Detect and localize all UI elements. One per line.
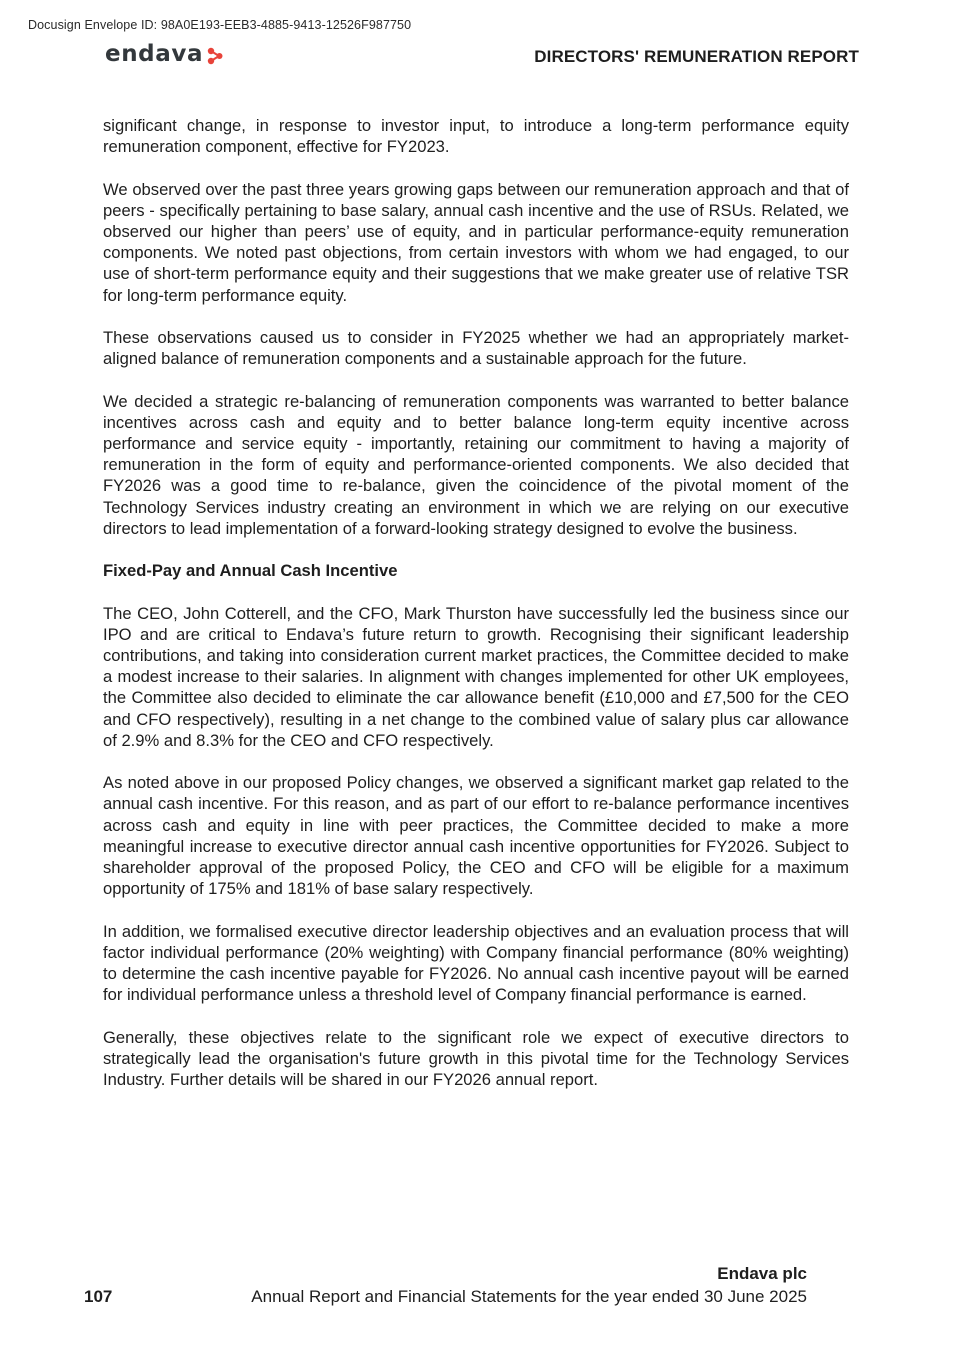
paragraph: The CEO, John Cotterell, and the CFO, Mark Thurston have successfully led the business since our IPO and are critical to Endava’s future return to growth. Recognising their significant leadership contributions, and taking into consideration current market practices, the Committee decided to make a modest increase to their salaries. In alignment with changes implemented for other UK employees, the Committee also decided to eliminate the car allowance benefit (£10,000 and £7,500 for the CEO and CFO respectively), resulting in a net change to the combined value of salary plus car allowance of 2.9% and 8.3% for the CEO and CFO respectively.	[103, 603, 849, 750]
paragraph: In addition, we formalised executive director leadership objectives and an evaluation process that will factor individual performance (20% weighting) with Company financial performance (80% weighting) to determine the cash incentive payable for FY2026. No annual cash incentive payout will be earned for individual performance unless a threshold level of Company financial performance is earned.	[103, 921, 849, 1005]
footer-company-name: Endava plc	[717, 1264, 807, 1283]
paragraph: significant change, in response to investor input, to introduce a long-term performance equity remuneration component, effective for FY2023.	[103, 116, 849, 157]
report-section-title: DIRECTORS' REMUNERATION REPORT	[534, 47, 859, 66]
paragraph: As noted above in our proposed Policy changes, we observed a significant market gap related to the annual cash incentive. For this reason, and as part of our effort to re-balance performance incentives across cash and equity in line with peer practices, the Committee decided to make a more meaningful increase to executive director annual cash incentive opportunities for FY2026. Subject to shareholder approval of the proposed Policy, the CEO and CFO will be eligible for a maximum opportunity of 175% and 181% of base salary respectively.	[103, 773, 849, 899]
page-number: 107	[84, 1287, 113, 1306]
docusign-envelope-id: Docusign Envelope ID: 98A0E193-EEB3-4885-9413-12526F987750	[28, 18, 412, 32]
endava-three-dots-icon	[206, 47, 224, 65]
paragraph: Generally, these objectives relate to the significant role we expect of executive directors to strategically lead the organisation's future growth in this pivotal time for the Technology Services Industry. Further details will be shared in our FY2026 annual report.	[103, 1027, 849, 1090]
paragraph: These observations caused us to consider in FY2025 whether we had an appropriately market-aligned balance of remuneration components and a sustainable approach for the future.	[103, 328, 849, 369]
page-body	[103, 115, 849, 1111]
paragraph: We observed over the past three years growing gaps between our remuneration approach and that of peers - specifically pertaining to base salary, annual cash incentive and the use of RSUs. Related, we observed our higher than peers’ use of equity, and in particular performance-equity remuneration components. We noted past objections, from certain investors with whom we had engaged, to our use of short-term performance equity and their suggestions that we make greater use of relative TSR for long-term performance equity.	[103, 179, 849, 305]
logo-wordmark: endava	[105, 40, 204, 67]
footer-report-title: Annual Report and Financial Statements for the year ended 30 June 2025	[251, 1287, 807, 1306]
endava-logo	[105, 38, 224, 70]
paragraph: We decided a strategic re-balancing of remuneration components was warranted to better balance incentives across cash and equity and to better balance long-term equity incentive across performance and service equity - importantly, retaining our commitment to having a majority of remuneration in the form of equity and performance-oriented components. We also decided that FY2026 was a good time to re-balance, given the coincidence of the pivotal moment of the Technology Services industry creating an environment in which we are relying on our executive directors to lead implementation of a forward-looking strategy designed to evolve the business.	[103, 391, 849, 538]
section-heading: Fixed-Pay and Annual Cash Incentive	[103, 561, 398, 581]
